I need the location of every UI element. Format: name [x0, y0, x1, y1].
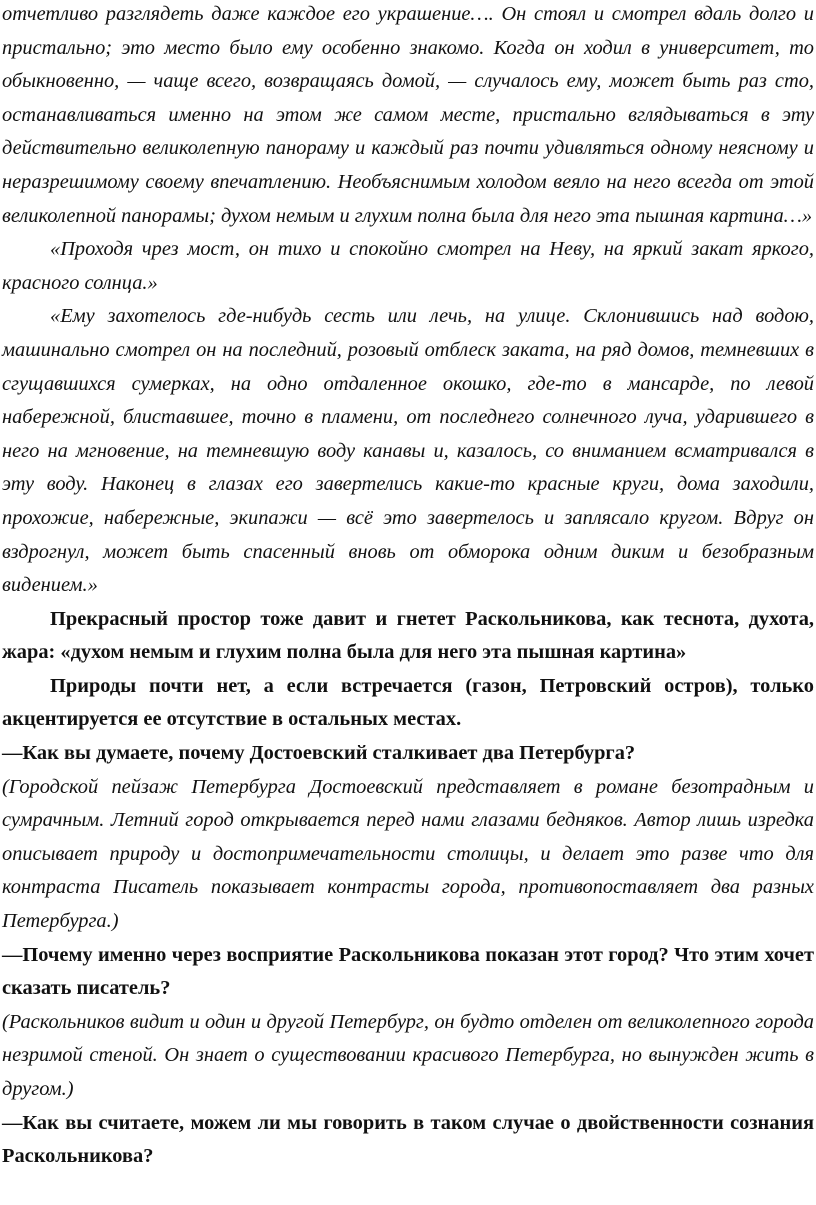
quote-paragraph-2: «Проходя чрез мост, он тихо и спокойно смотрел на Неву, на яркий закат яркого, красного солнца.»	[2, 238, 814, 294]
question-1: —Как вы думаете, почему Достоевский сталкивает два Петербурга?	[2, 742, 636, 765]
commentary-paragraph-1: Прекрасный простор тоже давит и гнетет Раскольникова, как теснота, духота, жара: «духом немым и глухим полна была для него эта пышная картина»	[2, 607, 814, 664]
quote-paragraph-3: «Ему захотелось где-нибудь сесть или лечь, на улице. Склонившись над водою, машинально смотрел он на последний, розовый отблеск заката, на ряд домов, темневших в сгущавшихся сумерках, на одно отдаленное окошко, где-то в мансарде, по левой набережной, блиставшее, точно в пламени, от последнего солнечного луча, ударившего в него на мгновение, на темневшую воду канавы и, казалось, со вниманием всматривался в эту воду. Наконец в глазах его завертелись какие-то красные круги, дома заходили, прохожие, набережные, экипажи — всё это завертелось и заплясало кругом. Вдруг он вздрогнул, может быть спасенный вновь от обморока одним диким и безобразным видением.»	[2, 305, 814, 597]
answer-2: (Раскольников видит и один и другой Петербург, он будто отделен от великолепного города незримой стеной. Он знает о существовании красивого Петербурга, но вынужден жить в другом.)	[2, 1010, 814, 1100]
quote-paragraph-1: отчетливо разглядеть даже каждое его украшение…. Он стоял и смотрел вдаль долго и пристально; это место было ему особенно знакомо. Когда он ходил в университет, то обыкновенно, — чаще всего, возвращаясь домой, — случалось ему, может быть раз сто, останавливаться именно на этом же самом месте, пристально вглядываться в эту действительно великолепную панораму и каждый раз почти удивляться одному неясному и неразрешимому своему впечатлению. Необъяснимым холодом веяло на него всегда от этой великолепной панорамы; духом немым и глухим полна была для него эта пышная картина…»	[2, 3, 814, 227]
commentary-paragraph-2: Природы почти нет, а если встречается (газон, Петровский остров), только акцентируется ее отсутствие в остальных местах.	[2, 674, 814, 731]
answer-1: (Городской пейзаж Петербурга Достоевский представляет в романе безотрадным и сумрачным. Летний город открывается перед нами глазами бедняков. Автор лишь изредка описывает природу и достопримечательности столицы, и делает это разве что для контраста Писатель показывает контрасты города, противопоставляет два разных Петербурга.)	[2, 775, 814, 933]
question-3: —Как вы считаете, можем ли мы говорить в таком случае о двойственности сознания Раскольникова?	[2, 1111, 814, 1168]
question-2: —Почему именно через восприятие Раскольникова показан этот город? Что этим хочет сказать писатель?	[2, 943, 814, 1000]
